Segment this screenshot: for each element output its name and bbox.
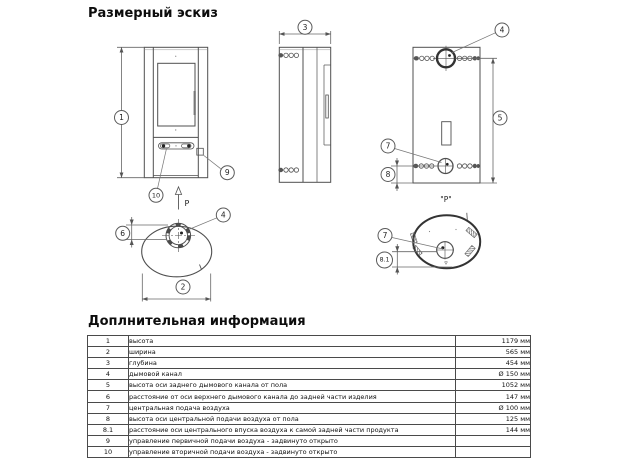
side-view — [278, 20, 330, 182]
row-number: 8 — [88, 413, 129, 424]
door-handle — [194, 91, 196, 115]
top-view — [116, 208, 231, 302]
row-description: управление вторичной подачи воздуха - задвинуто открыто — [129, 446, 456, 457]
table-row — [88, 424, 531, 435]
info-table — [87, 335, 531, 458]
callout-5-label: 5 — [497, 113, 503, 123]
table-row — [88, 402, 531, 413]
page-title: Размерный эскиз — [88, 6, 218, 21]
row-description: дымовой канал — [129, 369, 456, 380]
row-value: Ø 100 мм — [456, 402, 531, 413]
door-handle-side — [326, 95, 329, 118]
row-number: 8.1 — [88, 424, 129, 435]
row-description: высота — [129, 336, 456, 347]
flue-outlet-top — [162, 219, 195, 252]
table-row — [88, 413, 531, 424]
row-value: 565 мм — [456, 347, 531, 358]
flue-outlet — [433, 46, 459, 71]
dimension-8 — [391, 158, 438, 191]
callout-7-detail — [378, 229, 443, 250]
row-value: Ø 150 мм — [456, 369, 531, 380]
row-value: 125 мм — [456, 413, 531, 424]
row-number: 10 — [88, 446, 129, 457]
view-direction-arrow — [175, 187, 189, 210]
row-value — [456, 446, 531, 457]
stove-door-glass — [158, 63, 196, 126]
air-inlet-back — [438, 158, 454, 174]
table-row — [88, 336, 531, 347]
row-description: расстояние от оси верхнего дымового канала до задней части изделия — [129, 391, 456, 402]
callout-8-1-label: 8.1 — [379, 256, 390, 264]
air-inlet-detail — [436, 241, 454, 260]
row-description: ширина — [129, 347, 456, 358]
callout-1-label: 1 — [119, 113, 124, 122]
callout-4-label: 4 — [499, 25, 505, 35]
table-row — [88, 435, 531, 446]
callout-6-label: 6 — [120, 228, 126, 238]
detail-p-view — [377, 195, 481, 275]
row-number: 1 — [88, 336, 129, 347]
callout-10-label: 10 — [151, 191, 161, 200]
row-description: центральная подача воздуха — [129, 402, 456, 413]
table-row — [88, 391, 531, 402]
callout-4-label: 4 — [220, 210, 226, 220]
callout-1 — [115, 111, 129, 125]
row-number: 6 — [88, 391, 129, 402]
row-value: 144 мм — [456, 424, 531, 435]
row-value: 1179 мм — [456, 336, 531, 347]
callout-3-label: 3 — [302, 22, 308, 32]
row-number: 7 — [88, 402, 129, 413]
callout-8-1 — [377, 252, 393, 268]
back-view — [381, 23, 509, 191]
front-view — [115, 47, 235, 202]
table-row — [88, 446, 531, 457]
dimension-5 — [456, 58, 498, 183]
dimension-6 — [126, 217, 168, 248]
callout-7-back — [381, 139, 442, 163]
callout-9-label: 9 — [224, 168, 230, 178]
callout-6 — [116, 226, 130, 240]
callout-4-top — [190, 208, 230, 229]
row-description: управление первичной подачи воздуха - задвинуто открыто — [129, 435, 456, 446]
callout-8 — [381, 168, 395, 182]
vent-holes-side-top — [278, 53, 298, 57]
row-number: 4 — [88, 369, 129, 380]
table-row — [88, 347, 531, 358]
row-number: 3 — [88, 358, 129, 369]
callout-7-label: 7 — [382, 231, 388, 240]
row-description: расстояние оси центрального впуска воздуха к самой задней части продукта — [129, 424, 456, 435]
callout-5 — [493, 111, 507, 125]
table-row — [88, 358, 531, 369]
callout-2 — [176, 280, 190, 294]
callout-8-label: 8 — [385, 170, 391, 179]
vent-holes-side-bottom — [278, 168, 298, 172]
info-section-title: Доплнительная информация — [88, 314, 306, 329]
detail-view-label: "P" — [440, 195, 452, 204]
row-value: 147 мм — [456, 391, 531, 402]
row-value: 1052 мм — [456, 380, 531, 391]
row-description: глубина — [129, 358, 456, 369]
row-description: высота оси центральной подачи воздуха от пола — [129, 413, 456, 424]
row-number: 9 — [88, 435, 129, 446]
callout-3 — [298, 20, 312, 34]
table-row — [88, 369, 531, 380]
callout-7-label: 7 — [385, 141, 391, 151]
row-value: 454 мм — [456, 358, 531, 369]
row-value — [456, 435, 531, 446]
p-arrow-label: P — [184, 199, 190, 208]
callout-2-label: 2 — [180, 282, 186, 292]
row-description: высота оси заднего дымового канала от пола — [129, 380, 456, 391]
row-number: 5 — [88, 380, 129, 391]
table-row — [88, 380, 531, 391]
row-number: 2 — [88, 347, 129, 358]
